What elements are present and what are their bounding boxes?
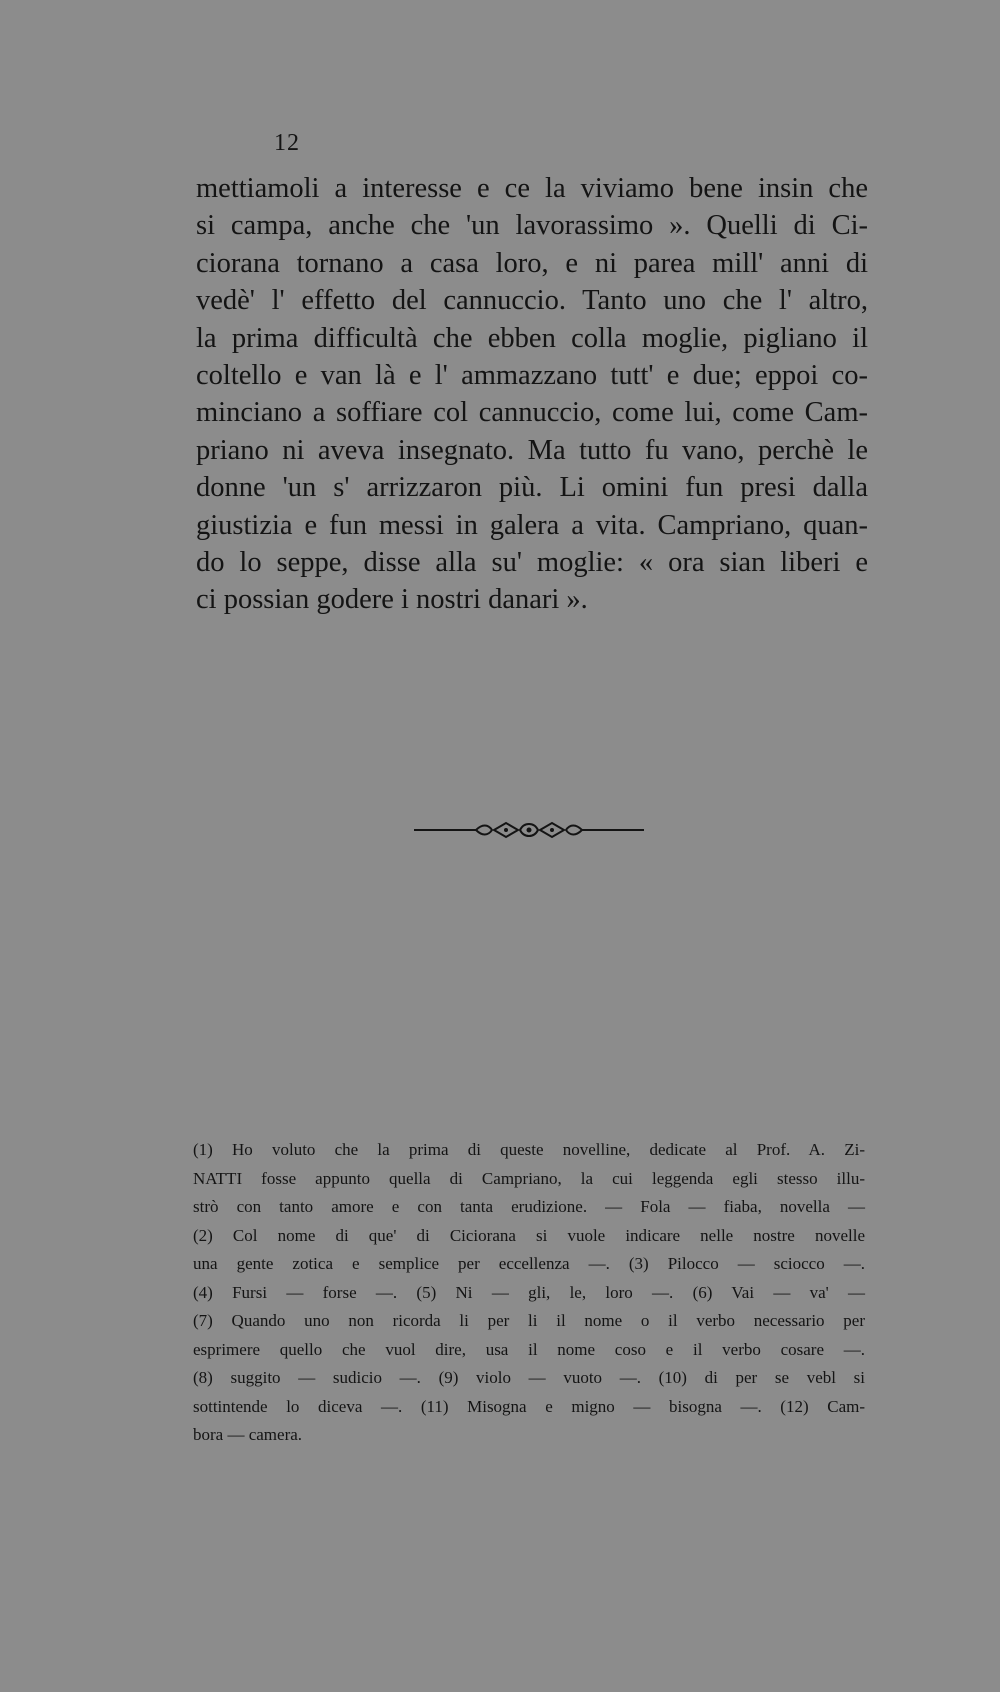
body-line: coltello e van là e l' ammazzano tutt' e due; eppoi co- xyxy=(196,359,868,391)
body-line: ci possian godere i nostri danari ». xyxy=(196,584,588,616)
body-line: do lo seppe, disse alla su' moglie: « ora sian liberi e xyxy=(196,546,868,578)
body-line: priano ni aveva insegnato. Ma tutto fu vano, perchè le xyxy=(196,434,868,466)
footnote-line: esprimere quello che vuol dire, usa il nome coso e il verbo cosare —. xyxy=(193,1339,865,1359)
body-line: ciorana tornano a casa loro, e ni parea mill' anni di xyxy=(196,247,868,279)
body-line: si campa, anche che 'un lavorassimo ». Quelli di Ci- xyxy=(196,210,868,242)
body-line: donne 'un s' arrizzaron più. Li omini fun presi dalla xyxy=(196,472,868,504)
page-number: 12 xyxy=(274,130,300,156)
body-line: la prima difficultà che ebben colla moglie, pigliano il xyxy=(196,322,868,354)
body-line: giustizia e fun messi in galera a vita. Campriano, quan- xyxy=(196,509,868,541)
body-line: mettiamoli a interesse e ce la viviamo bene insin che xyxy=(196,173,868,204)
footnote-line: bora — camera. xyxy=(193,1425,303,1444)
footnote-line: (1) Ho voluto che la prima di queste novelline, dedicate al Prof. A. Zi- xyxy=(193,1140,865,1159)
footnote-line: strò con tanto amore e con tanta erudizione. — Fola — fiaba, novella — xyxy=(193,1197,865,1216)
footnote-line: sottintende lo diceva —. (11) Misogna e migno — bisogna —. (12) Cam- xyxy=(193,1396,865,1416)
footnote-line: (4) Fursi — forse —. (5) Ni — gli, le, loro —. (6) Vai — va' — xyxy=(193,1282,865,1302)
footnote-line: (2) Col nome di que' di Ciciorana si vuole indicare nelle nostre novelle xyxy=(193,1225,865,1245)
footnote-line: (7) Quando uno non ricorda li per li il nome o il verbo necessario per xyxy=(193,1311,865,1330)
decorative-rule-ornament-icon xyxy=(414,818,644,842)
footnote-line: una gente zotica e semplice per eccellenza —. (3) Pilocco — sciocco —. xyxy=(193,1254,865,1273)
footnote-line: NATTI fosse appunto quella di Campriano, la cui leggenda egli stesso illu- xyxy=(193,1168,865,1188)
body-line: minciano a soffiare col cannuccio, come lui, come Cam- xyxy=(196,397,868,429)
body-text xyxy=(196,170,868,619)
footnote-line: (8) suggito — sudicio —. (9) violo — vuoto —. (10) di per se vebl si xyxy=(193,1368,865,1387)
footnotes xyxy=(193,1136,865,1450)
body-line: vedè' l' effetto del cannuccio. Tanto uno che l' altro, xyxy=(196,285,868,317)
